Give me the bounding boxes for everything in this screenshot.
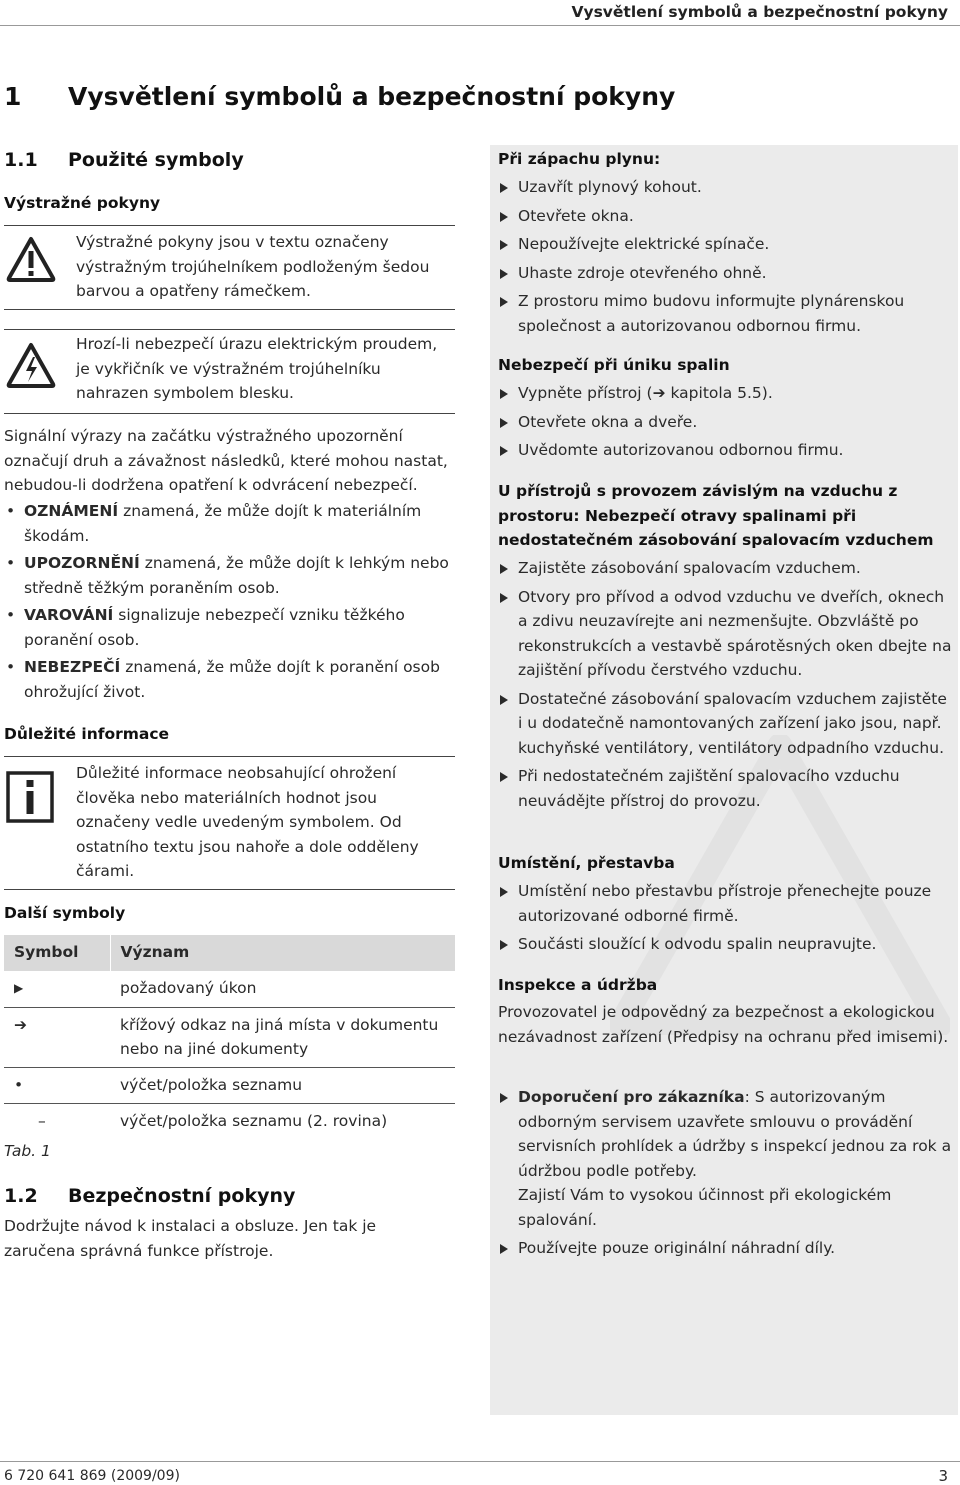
- table-row: [4, 1007, 455, 1067]
- recommendation-label: Doporučení pro zákazníka: [518, 1088, 745, 1106]
- chapter-title-text: Vysvětlení symbolů a bezpečnostní pokyny: [68, 82, 676, 111]
- list-item: Součásti sloužící k odvodu spalin neupravujte.: [498, 932, 953, 957]
- lightning-triangle-icon: [6, 342, 56, 396]
- table-row: [4, 1103, 455, 1139]
- table-header-row: [4, 935, 455, 971]
- electric-warning-box: [4, 329, 455, 414]
- list-item: • OZNÁMENÍ znamená, že může dojít k materiálním škodám.: [4, 499, 459, 548]
- other-symbols-heading: Další symboly: [4, 904, 126, 922]
- section-number: 1.2: [4, 1185, 38, 1207]
- list-item: Uvědomte autorizovanou odbornou firmu.: [498, 438, 953, 463]
- symbols-table: [4, 935, 455, 1139]
- maintenance-list: [498, 1085, 953, 1265]
- chapter-number: 1: [4, 82, 22, 111]
- running-header: Vysvětlení symbolů a bezpečnostní pokyny: [571, 3, 948, 21]
- table-cell-meaning: křížový odkaz na jiná místa v dokumentu nebo na jiné dokumenty: [110, 1007, 455, 1067]
- list-item: Uhaste zdroje otevřeného ohně.: [498, 261, 953, 286]
- table-cell-meaning: požadovaný úkon: [110, 971, 455, 1007]
- table-row: [4, 1067, 455, 1103]
- document-number: 6 720 641 869 (2009/09): [4, 1468, 180, 1484]
- gas-heading: Při zápachu plynu:: [498, 150, 661, 168]
- list-item: Z prostoru mimo budovu informujte plynárenskou společnost a autorizovanou odbornou firmu.: [498, 289, 953, 338]
- list-item: Zajistěte zásobování spalovacím vzduchem.: [498, 556, 953, 581]
- table-cell-meaning: výčet/položka seznamu: [110, 1067, 455, 1103]
- table-header-symbol: Symbol: [4, 935, 110, 971]
- list-item: Dostatečné zásobování spalovacím vzduchem zajistěte i u dodatečně namontovaných zařízení jako jsou, např. kuchyňské ventilátory, ventilátory odpadního vzduchu.: [498, 687, 953, 761]
- list-item: Vypněte přístroj (➔ kapitola 5.5).: [498, 381, 953, 406]
- section-title-1-1: [4, 147, 244, 173]
- footer-divider: [0, 1461, 960, 1462]
- list-item: Používejte pouze originální náhradní díly.: [498, 1236, 953, 1261]
- gas-list: [498, 175, 953, 342]
- warnings-heading: Výstražné pokyny: [4, 194, 161, 212]
- flue-list: [498, 381, 953, 467]
- section-title-1-2: [4, 1183, 295, 1209]
- list-item: Při nedostatečném zajištění spalovacího vzduchu neuvádějte přístroj do provozu.: [498, 764, 953, 813]
- list-item: Uzavřít plynový kohout.: [498, 175, 953, 200]
- page-number: 3: [938, 1467, 948, 1485]
- recommendation-text-2: Zajistí Vám to vysokou účinnost při ekologickém spalování.: [518, 1186, 892, 1229]
- list-item: • UPOZORNĚNÍ znamená, že může dojít k lehkým nebo středně těžkým poraněním osob.: [4, 551, 459, 600]
- electric-warning-text: Hrozí-li nebezpečí úrazu elektrickým proudem, je vykřičník ve výstražném trojúhelníku nahrazen symbolem blesku.: [76, 335, 438, 402]
- table-row: [4, 971, 455, 1007]
- important-info-box: [4, 756, 455, 890]
- maintenance-heading: Inspekce a údržba: [498, 976, 658, 994]
- section-title-text: Použité symboly: [68, 149, 244, 171]
- maintenance-text: Provozovatel je odpovědný za bezpečnost a ekologickou nezávadnost zařízení (Předpisy na ochranu před imisemi).: [498, 1003, 949, 1046]
- important-heading: Důležité informace: [4, 725, 170, 743]
- dash-icon: –: [38, 1111, 46, 1130]
- warning-box: [4, 225, 455, 310]
- list-item: Otevřete okna.: [498, 204, 953, 229]
- list-item: Otevřete okna a dveře.: [498, 410, 953, 435]
- recommendation-text: : S autorizovaným odborným servisem uzavřete smlouvu o provádění servisních prohlídek a údržby s inspekcí jednou za rok a údržbou podle potřeby.: [518, 1088, 952, 1180]
- list-item: • NEBEZPEČÍ znamená, že může dojít k poranění osob ohrožující život.: [4, 655, 459, 704]
- section-title-text: Bezpečnostní pokyny: [68, 1185, 296, 1207]
- placement-heading: Umístění, přestavba: [498, 854, 675, 872]
- list-item: Nepoužívejte elektrické spínače.: [498, 232, 953, 257]
- table-header-meaning: Význam: [110, 935, 455, 971]
- section-number: 1.1: [4, 149, 38, 171]
- important-info-text: Důležité informace neobsahující ohrožení člověka nebo materiálních hodnot jsou označeny vedle uvedeným symbolem. Od ostatního textu jsou nahoře a dole odděleny čárami.: [76, 764, 419, 880]
- list-item: [498, 1085, 953, 1232]
- placement-list: [498, 879, 953, 961]
- air-list: [498, 556, 953, 817]
- header-divider: [0, 25, 960, 26]
- air-heading: U přístrojů s provozem závislým na vzduchu z prostoru: Nebezpečí otravy spalinami při nedostatečném zásobování spalovacím vzduchem: [498, 482, 934, 549]
- warning-box-text: Výstražné pokyny jsou v textu označeny výstražným trojúhelníkem podloženým šedou barvou a opatřeny rámečkem.: [76, 233, 430, 300]
- info-icon: [6, 771, 54, 831]
- action-arrow-icon: ▶: [4, 971, 110, 1007]
- bullet-icon: •: [4, 1067, 110, 1103]
- cross-reference-arrow-icon: ➔: [4, 1007, 110, 1067]
- signal-words-intro: Signální výrazy na začátku výstražného upozornění označují druh a závažnost následků, které mohou nastat, nebudou-li dodržena opatření k odvrácení nebezpečí.: [4, 427, 448, 494]
- table-caption: Tab. 1: [4, 1142, 51, 1160]
- warning-triangle-icon: [6, 236, 56, 290]
- chapter-title: [4, 80, 675, 114]
- list-item: • VAROVÁNÍ signalizuje nebezpečí vzniku těžkého poranění osob.: [4, 603, 459, 652]
- list-item: Umístění nebo přestavbu přístroje přenechejte pouze autorizované odborné firmě.: [498, 879, 953, 928]
- table-cell-meaning: výčet/položka seznamu (2. rovina): [120, 1111, 388, 1130]
- signal-words-list: [4, 499, 459, 707]
- section-1-2-text: Dodržujte návod k instalaci a obsluze. Jen tak je zaručena správná funkce přístroje.: [4, 1217, 377, 1260]
- flue-heading: Nebezpečí při úniku spalin: [498, 356, 730, 374]
- list-item: Otvory pro přívod a odvod vzduchu ve dveřích, oknech a zdivu neuzavírejte ani nezmenšujte. Obzvláště po rekonstrukcích a vestavbě spárotěsných oken dbejte na zajištění přívodu čerstvého vzduchu.: [498, 585, 953, 683]
